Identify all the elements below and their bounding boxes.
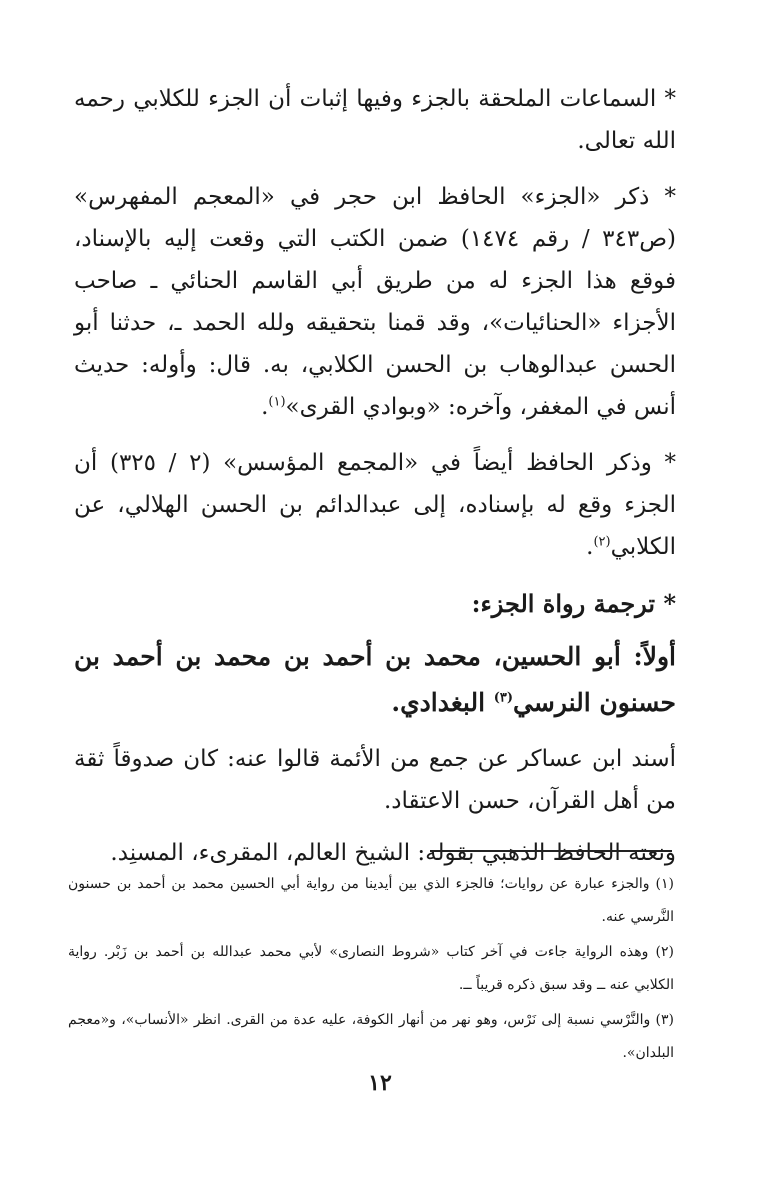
paragraph-text: * وذكر الحافظ أيضاً في «المجمع المؤسس» (٢ / ٣٢٥) أن الجزء وقع له بإسناده، إلى عبدالدائم بن الحسن الهلالي، عن الكلابي (74, 450, 677, 560)
footnote-1: (١) والجزء عبارة عن روايات؛ فالجزء الذي بين أيدينا من رواية أبي الحسين محمد بن أحمد بن حسنون النَّرسي عنه. (68, 876, 674, 925)
paragraph-dhahabi: ونعته الحافظ الذهبي بقوله: الشيخ العالم، المقرىء، المسنِد. (110, 840, 676, 866)
footnote-separator (430, 850, 672, 852)
paragraph-ibn-hajar (74, 176, 676, 428)
footnotes (68, 868, 674, 1072)
paragraph-text: * ذكر «الجزء» الحافظ ابن حجر في «المعجم المفهرس» (ص٣٤٣ / رقم ١٤٧٤) ضمن الكتب التي وقعت إليه بالإسناد، فوقع هذا الجزء له من طريق أبي القاسم الحنائي ـ صاحب الأجزاء «الحنائيات»، وقد قمنا بتحقيقه ولله الحمد ـ، حدثنا أبو الحسن عبدالوهاب بن الحسن الكلابي، به. قال: وأوله: حديث أنس في المغفر، وآخره: «وبوادي القرى» (74, 184, 677, 420)
section-heading: * ترجمة رواة الجزء: (471, 589, 676, 618)
footnote-2: (٢) وهذه الرواية جاءت في آخر كتاب «شروط النصارى» لأبي محمد عبدالله بن أحمد بن زَبْر. رواية الكلابي عنه ــ وقد سبق ذكره قريباً ــ. (68, 944, 674, 993)
paragraph-end: . (261, 394, 269, 420)
page-number: ١٢ (368, 1070, 392, 1096)
narrator-name: أولاً: أبو الحسين، محمد بن أحمد بن محمد بن أحمد بن حسنون النرسي (74, 642, 676, 717)
paragraph-end: . (586, 534, 594, 560)
narrator-nisba: البغدادي. (391, 688, 494, 717)
narrator-title (74, 634, 676, 726)
paragraph-samaat: * السماعات الملحقة بالجزء وفيها إثبات أن الجزء للكلابي رحمه الله تعالى. (74, 86, 676, 154)
footnote-3: (٣) والنَّرْسي نسبة إلى نَرْس، وهو نهر من أنهار الكوفة، عليه عدة من القرى. انظر «الأنساب»، و«معجم البلدان». (68, 1012, 674, 1061)
footnote-ref-3[interactable]: (٣) (493, 690, 514, 706)
footnote-ref-2[interactable]: (٢) (593, 534, 611, 550)
footnote-ref-1[interactable]: (١) (268, 394, 286, 410)
paragraph-ibn-asakir: أسند ابن عساكر عن جمع من الأئمة قالوا عنه: كان صدوقاً ثقة من أهل القرآن، حسن الاعتقاد. (74, 746, 676, 814)
paragraph-majma (74, 442, 676, 568)
